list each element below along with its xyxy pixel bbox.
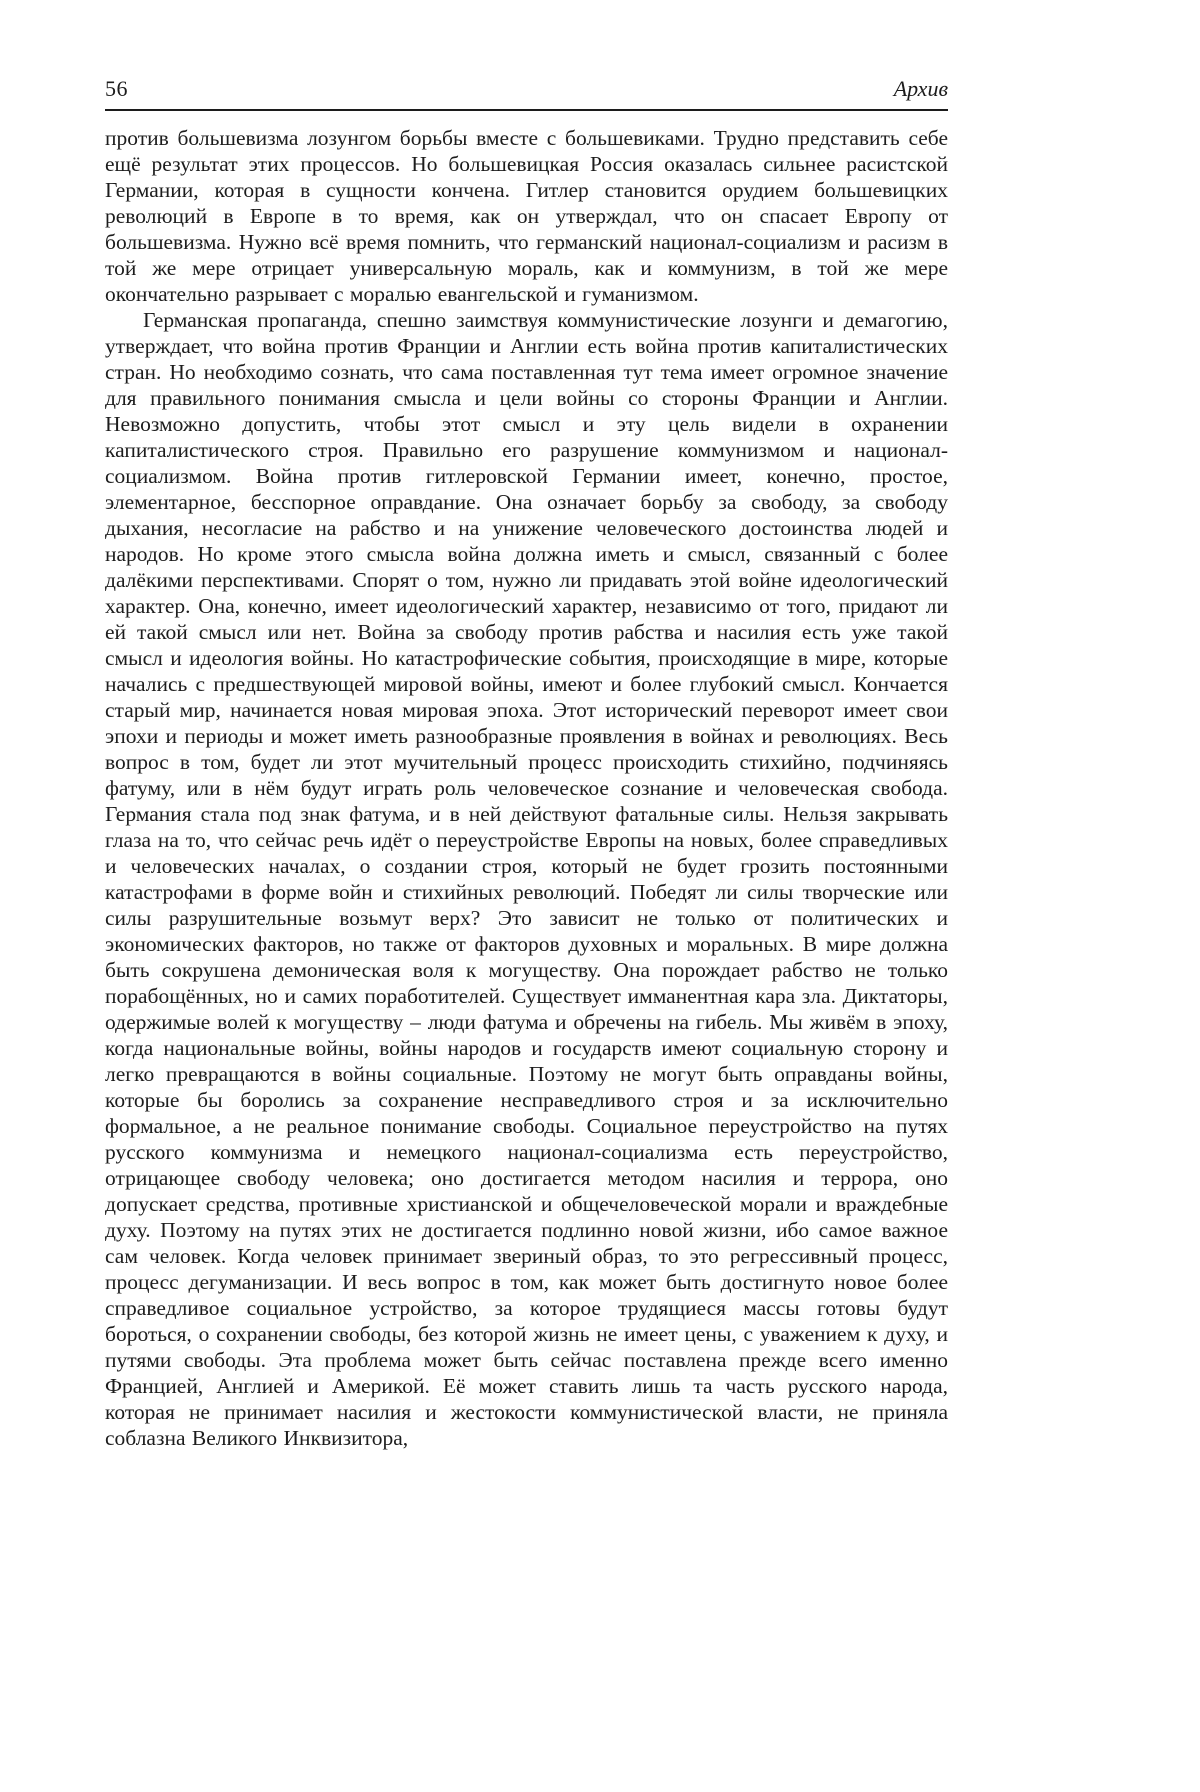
body-text: [105, 125, 948, 1451]
running-title: Архив: [893, 76, 948, 101]
page-header: [105, 76, 948, 111]
paragraph: Германская пропаганда, спешно заимствуя коммунистические лозунги и демагогию, утверждает, что война против Франции и Англии есть война против капиталистических стран. Но необходимо сознать, что сама поставленная тут тема имеет огромное значение для правильного понимания смысла и цели войны со стороны Франции и Англии. Невозможно допустить, чтобы этот смысл и эту цель видели в охранении капиталистического строя. Правильно его разрушение коммунизмом и национал-социализмом. Война против гитлеровской Германии имеет, конечно, простое, элементарное, бесспорное оправдание. Она означает борьбу за свободу, за свободу дыхания, несогласие на рабство и на унижение человеческого достоинства людей и народов. Но кроме этого смысла война должна иметь и смысл, связанный с более далёкими перспективами. Спорят о том, нужно ли придавать этой войне идеологический характер. Она, конечно, имеет идеологический характер, независимо от того, придают ли ей такой смысл или нет. Война за свободу против рабства и насилия есть уже такой смысл и идеология войны. Но катастрофические события, происходящие в мире, которые начались с предшествующей мировой войны, имеют и более глубокий смысл. Кончается старый мир, начинается новая мировая эпоха. Этот исторический переворот имеет свои эпохи и периоды и может иметь разнообразные проявления в войнах и революциях. Весь вопрос в том, будет ли этот мучительный процесс происходить стихийно, подчиняясь фатуму, или в нём будут играть роль человеческое сознание и человеческая свобода. Германия стала под знак фатума, и в ней действуют фатальные силы. Нельзя закрывать глаза на то, что сейчас речь идёт о переустройстве Европы на новых, более справедливых и человеческих началах, о создании строя, который не будет грозить постоянными катастрофами в форме войн и стихийных революций. Победят ли силы творческие или силы разрушительные возьмут верх? Это зависит не только от политических и экономических факторов, но также от факторов духовных и моральных. В мире должна быть сокрушена демоническая воля к могуществу. Она порождает рабство не только порабощённых, но и самих поработителей. Существует имманентная кара зла. Диктаторы, одержимые волей к могуществу – люди фатума и обречены на гибель. Мы живём в эпоху, когда национальные войны, войны народов и государств имеют социальную сторону и легко превращаются в войны социальные. Поэтому не могут быть оправданы войны, которые бы боролись за сохранение несправедливого строя и за исключительно формальное, а не реальное понимание свободы. Социальное переустройство на путях русского коммунизма и немецкого национал-социализма есть переустройство, отрицающее свободу человека; оно достигается методом насилия и террора, оно допускает средства, противные христианской и общечеловеческой морали и враждебные духу. Поэтому на путях этих не достигается подлинно новой жизни, ибо самое важное сам человек. Когда человек принимает звериный образ, то это регрессивный процесс, процесс дегуманизации. И весь вопрос в том, как может быть достигнуто новое более справедливое социальное устройство, за которое трудящиеся массы готовы будут бороться, о сохранении свободы, без которой жизнь не имеет цены, с уважением к духу, и путями свободы. Эта проблема может быть сейчас поставлена прежде всего именно Францией, Англией и Америкой. Её может ставить лишь та часть русского народа, которая не принимает насилия и жестокости коммунистической власти, не приняла соблазна Великого Инквизитора,: [105, 308, 948, 1450]
page-number: 56: [105, 76, 128, 101]
paragraph-continuation: против большевизма лозунгом борьбы вместе с большевиками. Трудно представить себе ещё результат этих процессов. Но большевицкая Россия оказалась сильнее расистской Германии, которая в сущности кончена. Гитлер становится орудием большевицких революций в Европе в то время, как он утверждал, что он спасает Европу от большевизма. Нужно всё время помнить, что германский национал-социализм и расизм в той же мере отрицает универсальную мораль, как и коммунизм, в той же мере окончательно разрывает с моралью евангельской и гуманизмом.: [105, 126, 948, 306]
text-block: [105, 76, 948, 1451]
